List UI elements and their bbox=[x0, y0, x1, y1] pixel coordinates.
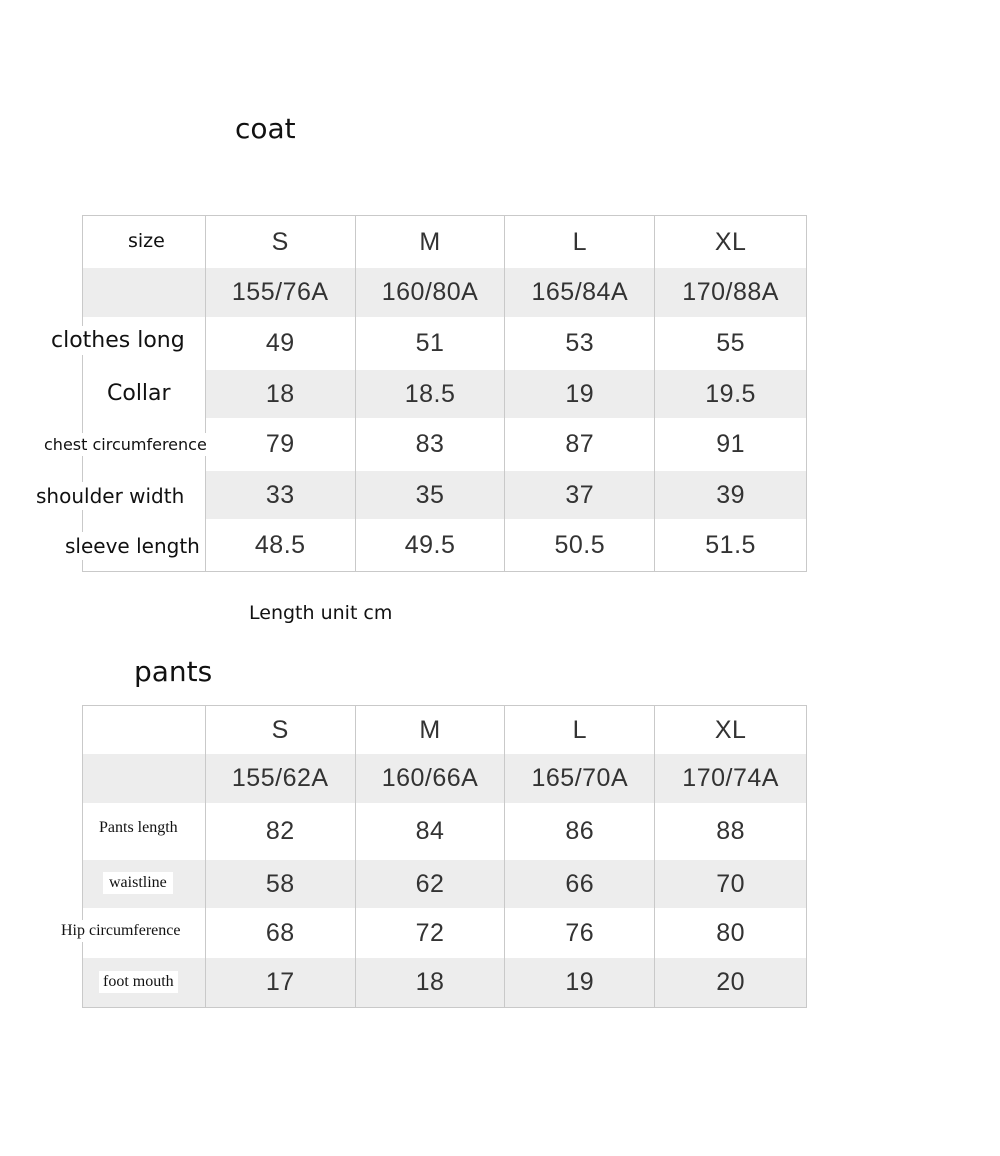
value-cell: 82 bbox=[206, 803, 356, 860]
value-cell: 84 bbox=[356, 803, 506, 860]
value-cell: 19.5 bbox=[655, 370, 806, 418]
value-cell: 18 bbox=[206, 370, 356, 418]
code-s: 155/62A bbox=[206, 754, 356, 803]
code-label-cell bbox=[83, 268, 206, 317]
table-row bbox=[36, 471, 806, 519]
value-cell: 80 bbox=[716, 918, 746, 947]
row-label: waistline bbox=[103, 872, 173, 894]
value-cell: 53 bbox=[505, 317, 655, 370]
table-row bbox=[61, 908, 806, 958]
row-label: shoulder width bbox=[33, 482, 187, 510]
length-unit-note: Length unit cm bbox=[249, 602, 393, 624]
value-cell: 51.5 bbox=[705, 530, 756, 559]
value-cell: 79 bbox=[206, 418, 356, 471]
value-cell: 49.5 bbox=[356, 519, 506, 571]
row-label-cell bbox=[83, 860, 206, 908]
row-label: Collar bbox=[99, 379, 179, 408]
code-s: 155/76A bbox=[206, 268, 356, 317]
row-label: chest circumference bbox=[41, 433, 210, 456]
value-cell: 66 bbox=[505, 860, 655, 908]
pants-title: pants bbox=[134, 655, 213, 688]
size-s: S bbox=[206, 216, 356, 268]
table-row bbox=[83, 754, 806, 803]
row-label-cell bbox=[36, 471, 206, 519]
value-cell: 49 bbox=[206, 317, 356, 370]
row-label: Pants length bbox=[96, 817, 181, 839]
code-l: 165/70A bbox=[505, 754, 655, 803]
table-row bbox=[83, 706, 806, 754]
value-cell: 48.5 bbox=[206, 519, 356, 571]
coat-size-table bbox=[36, 215, 807, 572]
value-cell: 51 bbox=[356, 317, 506, 370]
size-l: L bbox=[505, 706, 655, 754]
table-row bbox=[65, 519, 806, 571]
table-row bbox=[51, 317, 806, 370]
size-m: M bbox=[356, 706, 506, 754]
value-cell: 88 bbox=[716, 817, 746, 845]
value-cell: 19 bbox=[505, 958, 655, 1007]
row-label: sleeve length bbox=[62, 532, 203, 560]
value-cell: 20 bbox=[655, 958, 806, 1007]
value-cell: 50.5 bbox=[505, 519, 655, 571]
code-m: 160/80A bbox=[356, 268, 506, 317]
value-cell: 70 bbox=[655, 860, 806, 908]
code-xl: 170/88A bbox=[655, 268, 806, 317]
value-cell: 62 bbox=[356, 860, 506, 908]
row-label: foot mouth bbox=[99, 971, 178, 993]
table-row bbox=[83, 860, 806, 908]
header-label-cell bbox=[83, 706, 206, 754]
table-row bbox=[83, 803, 806, 860]
header-label-cell bbox=[83, 216, 206, 268]
size-xl: XL bbox=[714, 227, 747, 256]
code-l: 165/84A bbox=[505, 268, 655, 317]
value-cell: 58 bbox=[206, 860, 356, 908]
size-m: M bbox=[356, 216, 506, 268]
value-cell: 18.5 bbox=[356, 370, 506, 418]
value-cell: 17 bbox=[206, 958, 356, 1007]
code-xl: 170/74A bbox=[655, 754, 806, 803]
coat-title: coat bbox=[235, 112, 296, 145]
value-cell: 86 bbox=[505, 803, 655, 860]
code-m: 160/66A bbox=[356, 754, 506, 803]
value-cell: 87 bbox=[505, 418, 655, 471]
table-row bbox=[83, 958, 806, 1007]
value-cell: 33 bbox=[206, 471, 356, 519]
value-cell: 37 bbox=[505, 471, 655, 519]
value-cell: 76 bbox=[505, 908, 655, 958]
row-label-cell bbox=[65, 519, 206, 571]
value-cell: 19 bbox=[505, 370, 655, 418]
pants-size-table bbox=[61, 705, 807, 1008]
size-header-label: size bbox=[125, 228, 168, 254]
row-label: clothes long bbox=[48, 326, 188, 355]
size-s: S bbox=[206, 706, 356, 754]
size-l: L bbox=[505, 216, 655, 268]
table-row bbox=[83, 216, 806, 268]
code-label-cell bbox=[83, 754, 206, 803]
table-row bbox=[44, 418, 806, 471]
value-cell: 72 bbox=[356, 908, 506, 958]
row-label-cell bbox=[83, 958, 206, 1007]
value-cell: 35 bbox=[356, 471, 506, 519]
row-label-cell bbox=[44, 418, 207, 471]
value-cell: 68 bbox=[206, 908, 356, 958]
table-row bbox=[83, 370, 806, 418]
row-label-cell bbox=[83, 370, 206, 418]
value-cell: 83 bbox=[356, 418, 506, 471]
value-cell: 55 bbox=[716, 329, 746, 357]
row-label-cell bbox=[61, 908, 206, 958]
value-cell: 39 bbox=[655, 471, 806, 519]
table-row bbox=[83, 268, 806, 317]
row-label-cell bbox=[83, 803, 206, 860]
value-cell: 91 bbox=[716, 430, 746, 458]
size-xl: XL bbox=[714, 715, 747, 744]
row-label: Hip circumference bbox=[58, 920, 183, 942]
value-cell: 18 bbox=[356, 958, 506, 1007]
row-label-cell bbox=[51, 317, 206, 370]
